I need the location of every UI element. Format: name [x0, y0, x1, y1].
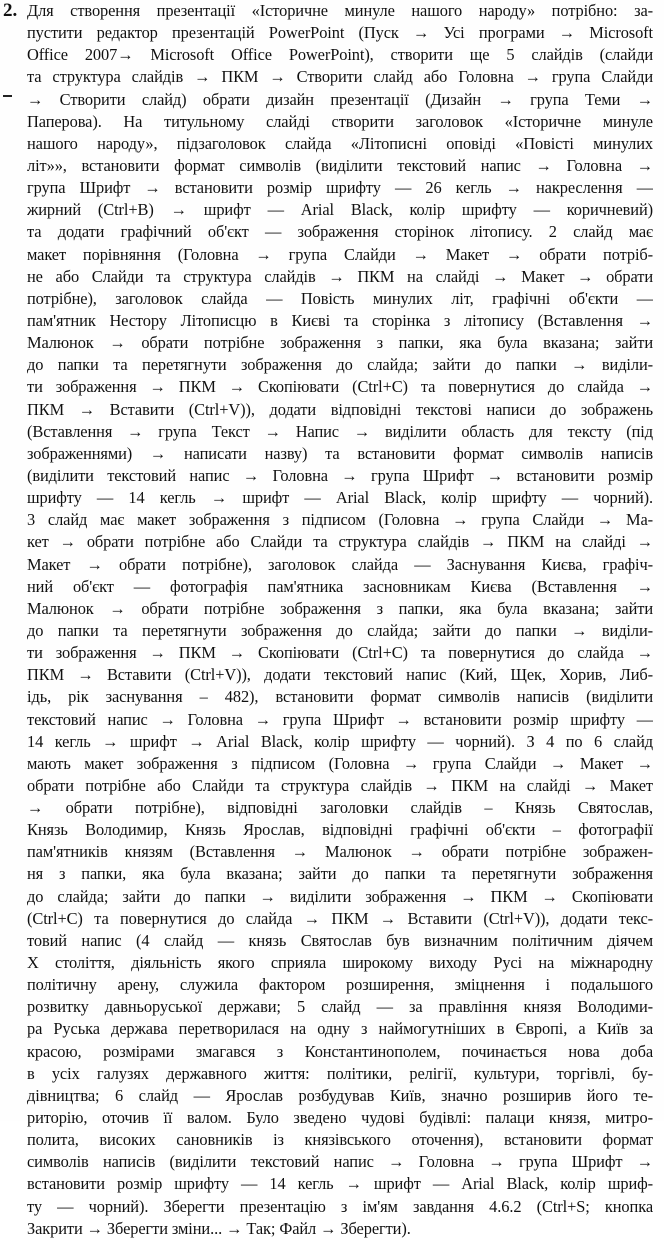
text-line: полита, високих сановників із князівського оточення), встановити формат [27, 1130, 653, 1150]
task-number: 2. [3, 0, 18, 21]
text-line: Князь Володимир, Князь Ярослав, відповідні графічні об'єкти – фотографії [27, 820, 653, 840]
text-line: жирний (Ctrl+B) → шрифт — Arial Black, колір шрифту — коричневий) [27, 200, 653, 220]
text-line: текстовий напис → Головна → група Шрифт → встановити розмір шрифту — [27, 709, 653, 729]
margin-dash [3, 95, 12, 97]
text-line: символів написів (виділити текстовий напис → Головна → група Шрифт → [27, 1152, 653, 1172]
text-line: розвитку давньоруської держави; 5 слайд — за правління князя Володими- [27, 997, 653, 1017]
text-line: нашого народу», підзаголовок слайда «Літописні оповіді «Повісті минулих [27, 133, 653, 153]
task-text [27, 0, 653, 1240]
text-line: встановити розмір шрифту — 14 кегль → шрифт — Arial Black, колір шриф- [27, 1174, 653, 1194]
text-line: шрифту — 14 кегль → шрифт — Arial Black, колір шрифту — чорний). [27, 488, 653, 508]
text-line: (Ctrl+C) та повернутися до слайда → ПКМ → Вставити (Ctrl+V)), додати текс- [27, 908, 653, 928]
text-line: потрібне), заголовок слайда — Повість минулих літ, графічні об'єкти — [27, 288, 653, 308]
text-line: політичну арену, служила фактором розширення, зміцнення і подальшого [27, 975, 653, 995]
text-line: ПКМ → Вставити (Ctrl+V)), додати відповідні текстові написи до зображень [27, 399, 653, 419]
text-line: ти зображення → ПКМ → Скопіювати (Ctrl+C) та повернутися до слайда → [27, 377, 653, 397]
text-line: Закрити → Зберегти зміни... → Так; Файл → Зберегти). [27, 1218, 411, 1238]
text-line: X століття, діяльність якого сприяла широкому виходу Русі на міжнародну [27, 953, 653, 973]
text-line: (Вставлення → група Текст → Напис → виділити область для тексту (під [27, 421, 653, 441]
text-line: в усіх галузях державного життя: політики, релігії, культури, торгівлі, бу- [27, 1063, 653, 1083]
text-line: ти зображення → ПКМ → Скопіювати (Ctrl+C) та повернутися до слайда → [27, 643, 653, 663]
text-line: пам'ятників князям (Вставлення → Малюнок → обрати потрібне зображен- [27, 842, 653, 862]
text-line: літ»», встановити формат символів (виділити текстовий напис → Головна → [27, 155, 653, 175]
text-line: пам'ятник Нестору Літописцю в Києві та сторінка з літопису (Вставлення → [27, 310, 653, 330]
text-line: ПКМ → Вставити (Ctrl+V)), додати текстовий напис (Кий, Щек, Хорив, Либ- [27, 665, 653, 685]
text-line: Паперова). На титульному слайді створити заголовок «Історичне минуле [27, 111, 653, 131]
text-line: ра Руська держава перетворилася на одну з наймогутніших в Європі, а Київ за [27, 1019, 653, 1039]
text-line: до папки та перетягнути зображення до слайда; зайти до папки → виділи- [27, 355, 653, 375]
text-line: Малюнок → обрати потрібне зображення з папки, яка була вказана; зайти [27, 333, 653, 353]
text-line: ідь, рік заснування – 482), встановити формат символів написів (виділити [27, 687, 653, 707]
text-line: (виділити текстовий напис → Головна → група Шрифт → встановити розмір [27, 465, 653, 485]
text-line: та додати графічний об'єкт — зображення сторінок літопису. 2 слайд має [27, 222, 653, 242]
text-line: ний об'єкт — фотографія пам'ятника засновникам Києва (Вставлення → [27, 576, 653, 596]
text-line: та структура слайдів → ПКМ → Створити слайд або Головна → група Слайди [27, 67, 653, 87]
text-line: 14 кегль → шрифт → Arial Black, колір шрифту — чорний). З 4 по 6 слайд [27, 731, 653, 751]
text-line: пустити редактор презентацій PowerPoint (Пуск → Усі програми → Microsoft [27, 23, 653, 43]
text-line: не або Слайди та структура слайдів → ПКМ на слайді → Макет → обрати [27, 266, 653, 286]
text-line: до слайда; зайти до папки → виділити зображення → ПКМ → Скопіювати [27, 886, 653, 906]
text-line: до папки та перетягнути зображення до слайда; зайти до папки → виділи- [27, 620, 653, 640]
text-line: дівництва; 6 слайд — Ярослав розбудував Київ, значно розширив його те- [27, 1085, 653, 1105]
text-line: ту — чорний). Зберегти презентацію з ім'ям завдання 4.6.2 (Ctrl+S; кнопка [27, 1196, 653, 1216]
text-line: → обрати потрібне), відповідні заголовки слайдів – Князь Святослав, [27, 798, 653, 818]
text-line: мають макет зображення з підписом (Головна → група Слайди → Макет → [27, 753, 653, 773]
text-line: кет → обрати потрібне або Слайди та структура слайдів → ПКМ на слайді → [27, 532, 653, 552]
text-line: Малюнок → обрати потрібне зображення з папки, яка була вказана; зайти [27, 598, 653, 618]
text-line: група Шрифт → встановити розмір шрифту — 26 кегль → накреслення — [27, 178, 653, 198]
text-line: обрати потрібне або Слайди та структура слайдів → ПКМ на слайді → Макет [27, 775, 653, 795]
text-line: Office 2007→ Microsoft Office PowerPoint), створити ще 5 слайдів (слайди [27, 45, 653, 65]
text-line: макет порівняння (Головна → група Слайди → Макет → обрати потріб- [27, 244, 653, 264]
text-line: товий напис (4 слайд — князь Святослав був визначним політичним діячем [27, 930, 653, 950]
text-line: красою, розмірами змагався з Константинополем, починається нова доба [27, 1041, 653, 1061]
text-line: риторію, оточив її валом. Було зведено чудові будівлі: палаци князя, митро- [27, 1108, 653, 1128]
text-line: → Створити слайд) обрати дизайн презентації (Дизайн → група Теми → [27, 89, 653, 109]
text-line: Макет → обрати потрібне), заголовок слайда — Заснування Києва, графіч- [27, 554, 653, 574]
text-line: 3 слайд має макет зображення з підписом (Головна → група Слайди → Ма- [27, 510, 653, 530]
text-line: ня з папки, яка була вказана; зайти до папки та перетягнути зображення [27, 864, 653, 884]
text-line: зображеннями) → написати назву) та встановити формат символів написів [27, 443, 653, 463]
text-line: Для створення презентації «Історичне минуле нашого народу» потрібно: за- [27, 1, 653, 20]
